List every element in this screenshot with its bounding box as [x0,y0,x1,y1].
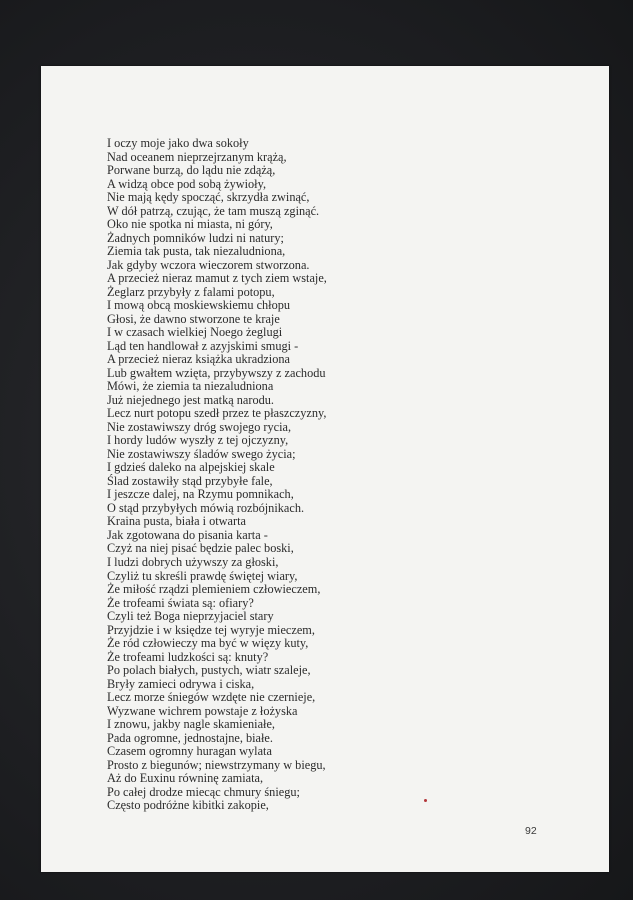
poem-line: Porwane burzą, do lądu nie zdążą, [107,163,276,178]
poem-line: W dół patrzą, czując, że tam muszą zginąć. [107,203,320,218]
poem-line: Nie mają kędy spocząć, skrzydła zwinąć, [107,190,310,205]
poem-line: Przyjdzie i w księdze tej wyryje mieczem, [107,622,315,637]
poem-line: A widzą obce pod sobą żywioły, [107,176,267,191]
poem-line: Jak gdyby wczora wieczorem stworzona. [107,257,310,272]
poem-line: Pada ogromne, jednostajne, białe. [107,730,273,745]
poem-line: Głosi, że dawno stworzone te kraje [107,311,280,326]
poem-line: A przecież nieraz książka ukradziona [107,352,290,367]
poem-line: Lub gwałtem wzięta, przybywszy z zachodu [107,365,326,380]
poem-line: Że miłość rządzi plemieniem człowieczem, [107,582,321,597]
poem-line: Oko nie spotka ni miasta, ni góry, [107,217,273,232]
poem-line: Często podróżne kibitki zakopie, [107,798,269,813]
poem-line: Mówi, że ziemia ta niezaludniona [107,379,274,394]
poem-line: Nie zostawiwszy śladów swego życia; [107,446,296,461]
poem-line: Już niejednego jest matką narodu. [107,392,274,407]
poem-line: Prosto z biegunów; niewstrzymany w biegu, [107,757,326,772]
poem-line: I znowu, jakby nagle skamieniałe, [107,717,276,732]
poem-line: Kraina pusta, biała i otwarta [107,514,246,529]
poem-line: I mową obcą moskiewskiemu chłopu [107,298,291,313]
poem-line: Czyli też Boga nieprzyjaciel stary [107,609,274,624]
poem-line: Po polach białych, pustych, wiatr szaleje, [107,663,311,678]
poem-line: Czyż na niej pisać będzie palec boski, [107,541,294,556]
poem-line: Po całej drodze miecąc chmury śniegu; [107,784,300,799]
poem-line: Lecz morze śniegów wzdęte nie czernieje, [107,690,316,705]
poem-line: Nad oceanem nieprzejrzanym krążą, [107,149,287,164]
poem-line: I hordy ludów wyszły z tej ojczyzny, [107,433,289,448]
poem-line: I ludzi dobrych używszy za głoski, [107,554,279,569]
poem-line: Żeglarz przybyły z falami potopu, [107,284,275,299]
paper-sheet [41,66,609,872]
poem-line: Czyliż tu skreśli prawdę świętej wiary, [107,568,298,583]
poem-text [107,137,327,813]
poem-line: I oczy moje jako dwa sokoły [107,136,249,150]
poem-line: Czasem ogromny huragan wylata [107,744,272,759]
poem-line: Ziemia tak pusta, tak niezaludniona, [107,244,286,259]
poem-line: I w czasach wielkiej Noego żeglugi [107,325,283,340]
poem-line: Że trofeami ludzkości są: knuty? [107,649,269,664]
poem-line: Ląd ten handlował z azyjskimi smugi - [107,338,299,353]
poem-line: Żadnych pomników ludzi ni natury; [107,230,284,245]
poem-line: A przecież nieraz mamut z tych ziem wstaje, [107,271,327,286]
poem-line: Że trofeami świata są: ofiary? [107,595,254,610]
poem-line: Wyzwane wichrem powstaje z łożyska [107,703,298,718]
page-number: 92 [525,825,537,837]
poem-line: I gdzieś daleko na alpejskiej skale [107,460,275,475]
poem-line: Że ród człowieczy ma być w więzy kuty, [107,636,309,651]
poem-line: Bryły zamieci odrywa i ciska, [107,676,255,691]
red-ink-speck [424,799,427,802]
poem-line: I jeszcze dalej, na Rzymu pomnikach, [107,487,294,502]
poem-line: Nie zostawiwszy dróg swojego rycia, [107,419,292,434]
poem-line: Lecz nurt potopu szedł przez te płaszczyzny, [107,406,327,421]
poem-line: Aż do Euxinu równinę zamiata, [107,771,264,786]
poem-line: Ślad zostawiły stąd przybyłe fale, [107,473,273,488]
poem-line: Jak zgotowana do pisania karta - [107,527,268,542]
poem-line: O stąd przybyłych mówią rozbójnikach. [107,500,305,515]
